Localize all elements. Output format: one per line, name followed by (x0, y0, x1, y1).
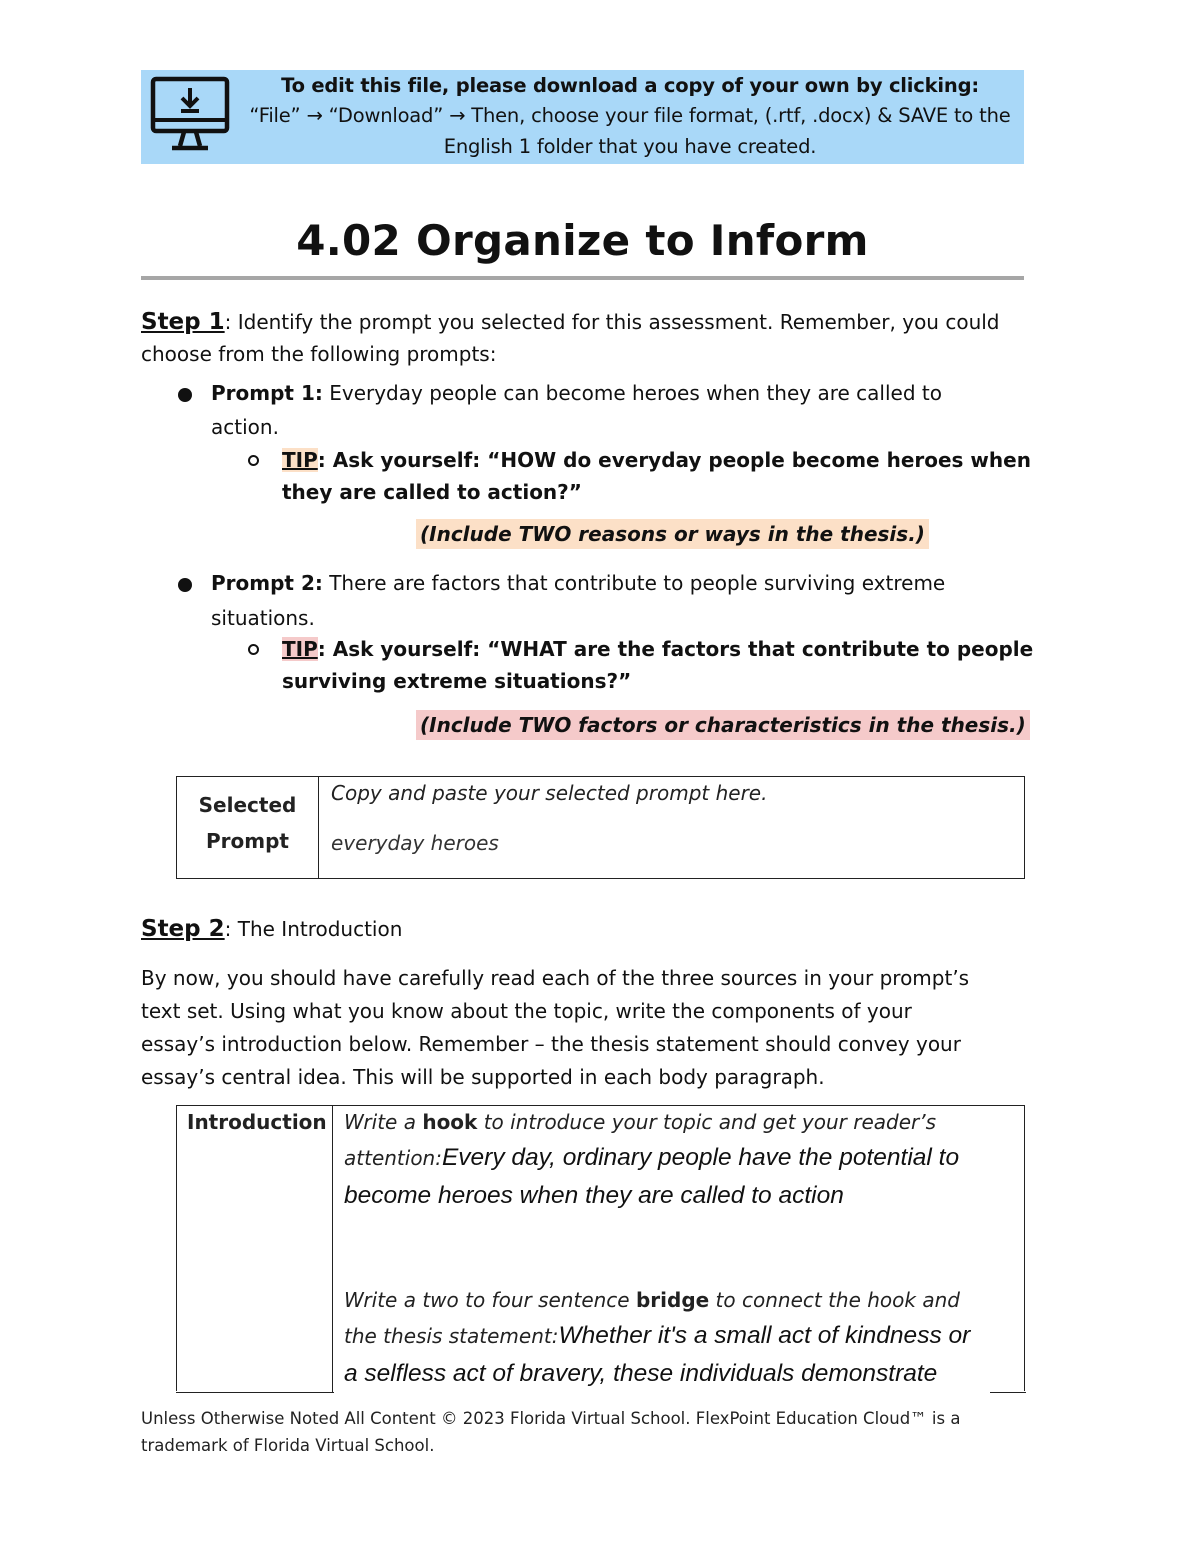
introduction-table (176, 1105, 1025, 1391)
download-instructions-banner (141, 70, 1024, 164)
bridge-instruction: Write a two to four sentence bridge to connect the hook and (344, 1288, 960, 1312)
prompt1-tip-cont: they are called to action?” (282, 480, 582, 504)
sub-bullet-icon (248, 644, 259, 655)
prompt1-text-cont: action. (211, 415, 279, 439)
prompt1-tip-text: : Ask yourself: “HOW do everyday people become heroes when (317, 448, 1031, 472)
copyright-footer: Unless Otherwise Noted All Content © 2023 Florida Virtual School. FlexPoint Education Cloud™ is a trademark of Florida Virtual School. (141, 1409, 961, 1455)
bridge-answer-cont[interactable]: a selfless act of bravery, these individuals demonstrate (344, 1360, 938, 1387)
hook-instruction: Write a hook to introduce your topic and get your reader’s (344, 1110, 937, 1134)
prompt1-highlight-note: (Include TWO reasons or ways in the thesis.) (416, 519, 929, 549)
sub-bullet-icon (248, 455, 259, 466)
introduction-label: Introduction (187, 1110, 327, 1134)
step1-text-cont: choose from the following prompts: (141, 342, 497, 366)
step2-para-line: By now, you should have carefully read each of the three sources in your prompt’s (141, 966, 970, 990)
step2-title: : The Introduction (224, 917, 403, 941)
prompt2-text-cont: situations. (211, 606, 315, 630)
prompt1-label: Prompt 1: (211, 381, 323, 405)
hook-answer-cont[interactable]: become heroes when they are called to action (344, 1182, 844, 1209)
selected-prompt-label: Selected Prompt (198, 793, 297, 853)
prompt2-tip-text: : Ask yourself: “WHAT are the factors that contribute to people (317, 637, 1034, 661)
step2-para-line: essay’s introduction below. Remember – the thesis statement should convey your (141, 1032, 961, 1056)
step1-text: : Identify the prompt you selected for this assessment. Remember, you could (224, 310, 1000, 334)
page-title: 4.02 Organize to Inform (296, 216, 869, 265)
prompt1 (211, 377, 942, 409)
prompt2 (211, 567, 945, 599)
banner-heading: To edit this file, please download a copy of your own by clicking: (281, 74, 979, 97)
prompt2-tip-label: TIP (282, 637, 318, 661)
step1-intro (141, 306, 1000, 338)
download-monitor-icon (150, 76, 230, 156)
prompt2-highlight-note: (Include TWO factors or characteristics in the thesis.) (416, 710, 1030, 740)
title-divider (141, 276, 1024, 280)
bullet-icon (178, 388, 192, 402)
prompt2-tip (282, 633, 1033, 665)
banner-text (236, 72, 1024, 162)
selected-prompt-instruction: Copy and paste your selected prompt here. (331, 781, 768, 805)
prompt1-tip-label: TIP (282, 448, 318, 472)
prompt1-tip (282, 444, 1031, 476)
step2-label: Step 2 (141, 916, 225, 942)
hook-answer[interactable]: attention:Every day, ordinary people have the potential to (344, 1144, 960, 1171)
prompt2-tip-cont: surviving extreme situations?” (282, 669, 632, 693)
step2-heading (141, 913, 402, 945)
selected-prompt-table (176, 776, 1025, 879)
prompt2-text: There are factors that contribute to people surviving extreme (322, 571, 946, 595)
step2-para-line: essay’s central idea. This will be supported in each body paragraph. (141, 1065, 825, 1089)
step1-label: Step 1 (141, 309, 225, 335)
banner-instructions: “File” → “Download” → Then, choose your file format, (.rtf, .docx) & SAVE to the (249, 104, 1011, 127)
bridge-answer[interactable]: the thesis statement:Whether it's a small act of kindness or (344, 1322, 971, 1349)
bullet-icon (178, 578, 192, 592)
prompt2-label: Prompt 2: (211, 571, 323, 595)
selected-prompt-answer[interactable]: everyday heroes (331, 831, 499, 855)
prompt1-text: Everyday people can become heroes when they are called to (322, 381, 942, 405)
banner-instructions-cont: English 1 folder that you have created. (443, 135, 817, 158)
step2-para-line: text set. Using what you know about the topic, write the components of your (141, 999, 912, 1023)
